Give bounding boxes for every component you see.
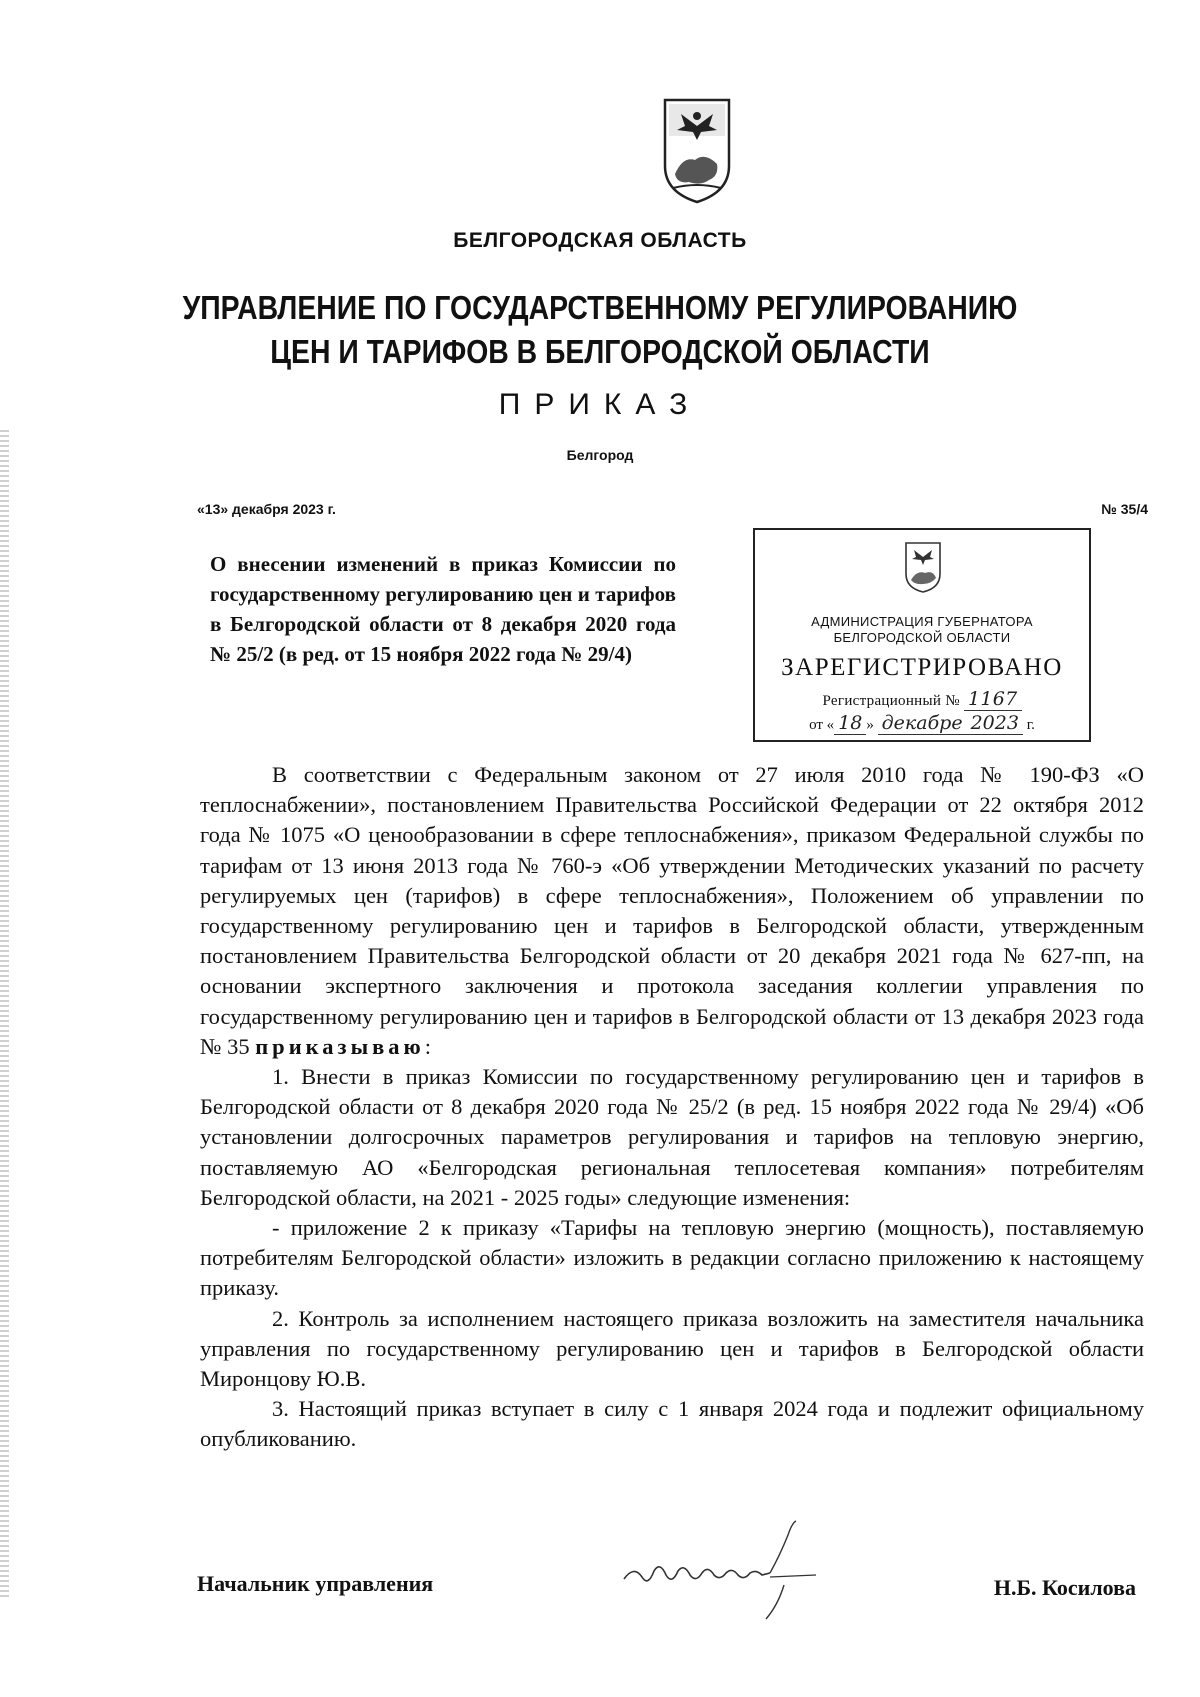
item-1: 1. Внести в приказ Комиссии по государственному регулированию цен и тарифов в Белгородской области от 8 декабря 2020 года № 25/2 (в ред. 15 ноября 2022 года № 29/4) «Об установлении долгосрочных параметров регулирования и тарифов на тепловую энергию, поставляемую АО «Белгородская региональная теплосетевая компания» потребителям Белгородской области, на 2021 - 2025 годы» следующие изменения: [200, 1064, 1144, 1210]
registration-stamp [753, 528, 1091, 742]
item-2: 2. Контроль за исполнением настоящего приказа возложить на заместителя начальника управления по государственному регулированию цен и тарифов в Белгородской области Миронцову Ю.В. [200, 1305, 1144, 1392]
agency-heading [84, 286, 1116, 374]
document-subject: О внесении изменений в приказ Комиссии по государственному регулированию цен и тарифов в Белгородской области от 8 декабря 2020 года № 25/2 (в ред. от 15 ноября 2022 года № 29/4) [210, 552, 676, 666]
stamp-organization-line1: АДМИНИСТРАЦИЯ ГУБЕРНАТОРА [811, 614, 1033, 629]
item-1-subitem: - приложение 2 к приказу «Тарифы на тепловую энергию (мощность), поставляемую потребителям Белгородской области» изложить в редакции согласно приложению к настоящему приказу. [200, 1215, 1144, 1301]
stamp-reg-number: 1167 [964, 688, 1022, 711]
stamp-organization-line2: БЕЛГОРОДСКОЙ ОБЛАСТИ [833, 630, 1011, 645]
stamp-date-suffix: г. [1026, 717, 1035, 733]
scan-edge-artifact [0, 430, 9, 1600]
stamp-date-prefix: от « [809, 717, 835, 733]
region-heading: БЕЛГОРОДСКАЯ ОБЛАСТЬ [453, 229, 747, 252]
agency-heading-line1: УПРАВЛЕНИЕ ПО ГОСУДАРСТВЕННОМУ РЕГУЛИРОВАНИЮ [182, 289, 1018, 326]
stamp-date-day: 18 [834, 712, 866, 735]
document-type: ПРИКАЗ [498, 388, 702, 421]
city: Белгород [566, 447, 634, 463]
stamp-date-year: 2023 [967, 712, 1023, 735]
stamp-registration-number [755, 688, 1089, 710]
document-number: № 35/4 [1101, 501, 1148, 517]
stamp-date-month: декабре [878, 712, 967, 735]
stamp-coat-of-arms-icon [903, 540, 943, 594]
stamp-registration-date [755, 712, 1089, 734]
stamp-date-mid: » [866, 717, 874, 733]
stamp-organization [755, 614, 1089, 646]
handwritten-signature [620, 1515, 830, 1625]
order-colon: : [424, 1033, 432, 1059]
signatory-title: Начальник управления [197, 1571, 434, 1596]
stamp-registered: ЗАРЕГИСТРИРОВАНО [781, 654, 1063, 681]
preamble-paragraph [200, 760, 1144, 1062]
coat-of-arms-icon [661, 96, 733, 206]
order-word: приказываю [255, 1033, 425, 1059]
document-date: «13» декабря 2023 г. [197, 501, 336, 517]
agency-heading-line2: ЦЕН И ТАРИФОВ В БЕЛГОРОДСКОЙ ОБЛАСТИ [270, 333, 930, 370]
item-3: 3. Настоящий приказ вступает в силу с 1 января 2024 года и подлежит официальному опубликованию. [200, 1396, 1144, 1452]
preamble-text: В соответствии с Федеральным законом от 27 июля 2010 года № 190-ФЗ «О теплоснабжении», постановлением Правительства Российской Федерации от 22 октября 2012 года № 1075 «О ценообразовании в сфере теплоснабжения», приказом Федеральной службы по тарифам от 13 июня 2013 года № 760-э «Об утверждении Методических указаний по расчету регулируемых цен (тарифов) в сфере теплоснабжения», Положением об управлении по государственному регулированию цен и тарифов в Белгородской области, утвержденным постановлением Правительства Белгородской области от 20 декабря 2021 года № 627-пп, на основании экспертного заключения и протокола заседания коллегии управления по государственному регулированию цен и тарифов в Белгородской области от 13 декабря 2023 года № 35 [200, 762, 1144, 1059]
stamp-reg-label: Регистрационный № [822, 693, 960, 709]
document-body [200, 760, 1144, 1455]
signatory-name: Н.Б. Косилова [993, 1575, 1136, 1600]
